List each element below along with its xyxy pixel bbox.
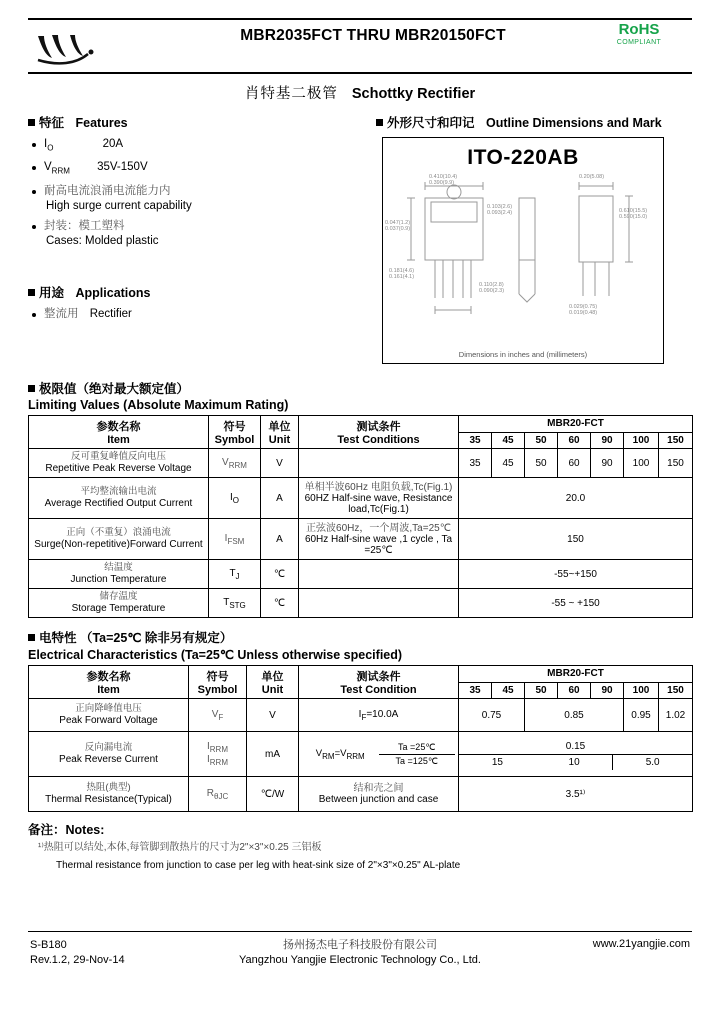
- notes-body: [28, 840, 692, 873]
- applications-heading: [28, 283, 376, 301]
- ec-grade-45: 45: [492, 682, 525, 699]
- applications-list: [28, 307, 376, 322]
- notes-heading-cn: 备注：: [28, 823, 66, 837]
- company-name-en: Yangzhou Yangjie Electronic Technology Co., Ltd.: [239, 954, 481, 966]
- dim-label: 0.590(15.0): [619, 214, 648, 220]
- ec-row-ir-val-15: 15: [491, 756, 503, 768]
- notes-heading-en: Notes:: [65, 823, 105, 837]
- row-io-symbol: $I_O$: [209, 478, 261, 519]
- table-header-row: [29, 666, 693, 683]
- ec-row-ir-unit: mA: [247, 732, 299, 777]
- row-ifsm-item: [29, 519, 209, 560]
- ec-row-rth-item: [29, 777, 189, 812]
- application-rectifier: [28, 307, 376, 322]
- row-io-cond-cn: 单相半波60Hz 电阻负载,Tc(Fig.1): [304, 481, 453, 493]
- ec-row-ir-cond-ta125: Ta =125℃: [395, 755, 438, 766]
- col-item-en: Item: [107, 434, 130, 446]
- electrical-heading: [28, 628, 692, 662]
- row-ifsm-cn: 正向（不重复）浪涌电流: [66, 527, 171, 538]
- ec-grade-100: 100: [624, 682, 659, 699]
- dimension-note: Dimensions in inches and (millimeters): [458, 350, 588, 359]
- bullet-square-icon: [28, 634, 35, 641]
- ec-row-vf-item: [29, 699, 189, 732]
- feature-surge-cn: 耐高电流浪涌电流能力内: [44, 184, 171, 197]
- electrical-characteristics-table: [28, 665, 693, 812]
- ec-row-vf-v4: 1.02: [659, 699, 693, 732]
- table-row: [29, 449, 693, 478]
- company-logo: [32, 30, 142, 66]
- col-item: [29, 416, 209, 449]
- row-ifsm-cond-cn: 正弦波60Hz，一个周波,Ta=25℃: [306, 522, 451, 534]
- limiting-heading-en: Limiting Values (Absolute Maximum Rating): [28, 398, 289, 412]
- ec-grade-150: 150: [659, 682, 693, 699]
- ec-col-symbol-cn: 符号: [206, 671, 229, 683]
- note-cn: ¹⁾热阻可以结处,本体,每管脚到散热片的尺寸为2"×3"×0.25 三铝板: [38, 842, 322, 853]
- ec-row-ir-item: [29, 732, 189, 777]
- ec-col-symbol: [189, 666, 247, 699]
- ec-grade-60: 60: [558, 682, 591, 699]
- col-group: MBR20-FCT: [459, 416, 693, 433]
- row-vrrm-v50: 50: [525, 449, 558, 478]
- datasheet-page: [28, 18, 692, 978]
- ec-col-group: MBR20-FCT: [459, 666, 693, 683]
- row-tstg-symbol: $T_{STG}$: [209, 589, 261, 618]
- row-vrrm-v100: 100: [624, 449, 659, 478]
- feature-io: [28, 137, 376, 155]
- col-unit-en: Unit: [268, 434, 291, 446]
- dim-label: 0.161(4.1): [389, 274, 415, 280]
- feature-surge: [28, 184, 376, 214]
- applications-heading-en: Applications: [75, 285, 151, 300]
- row-io-cn: 平均整流输出电流: [80, 486, 157, 497]
- ec-row-vf-v2: 0.85: [525, 699, 624, 732]
- row-tstg-cond: [299, 589, 459, 618]
- row-tstg-value: -55 ~ +150: [459, 589, 693, 618]
- outline-heading-cn: 外形尺寸和印记: [387, 116, 475, 130]
- footer-website[interactable]: www.21yangjie.com: [592, 938, 690, 950]
- ec-row-rth-cond: [299, 777, 459, 812]
- row-io-unit: A: [261, 478, 299, 519]
- bullet-square-icon: [28, 289, 35, 296]
- header-top-rule: [28, 18, 692, 20]
- row-io-item: [29, 478, 209, 519]
- ec-row-ir-cond-ta25: Ta =25℃: [379, 741, 456, 755]
- page-subtitle: [28, 82, 692, 103]
- application-rectifier-en: Rectifier: [89, 307, 132, 320]
- subtitle-english: Schottky Rectifier: [351, 86, 476, 102]
- limiting-heading-cn: [28, 379, 692, 397]
- dim-label: 0.047(1.2): [385, 220, 411, 226]
- row-tj-value: -55~+150: [459, 560, 693, 589]
- row-tj-unit: ℃: [261, 560, 299, 589]
- grade-150: 150: [659, 432, 693, 449]
- feature-case-en: Cases: Molded plastic: [46, 234, 159, 247]
- row-vrrm-cn: 反可重复峰值反向电压: [70, 451, 166, 462]
- ec-row-vf-unit: V: [247, 699, 299, 732]
- feature-vrrm: [28, 160, 376, 178]
- col-conditions-cn: 测试条件: [356, 421, 401, 433]
- intro-columns: [28, 113, 692, 375]
- ec-row-ir-cn: 反向漏电流: [84, 742, 133, 753]
- package-drawing-box: [382, 137, 664, 364]
- row-vrrm-en: Repetitive Peak Reverse Voltage: [45, 463, 192, 474]
- ec-row-ir-val-5: 5.0: [645, 756, 660, 768]
- row-ifsm-cond: [299, 519, 459, 560]
- dim-label: 0.390(9.9): [429, 180, 455, 186]
- ec-row-rth-en: Thermal Resistance(Typical): [45, 794, 172, 805]
- feature-case-cn: 封装：模工塑料: [44, 219, 125, 232]
- features-heading: [28, 113, 376, 131]
- grade-45: 45: [492, 432, 525, 449]
- row-tj-symbol: $T_J$: [209, 560, 261, 589]
- rohs-label: RoHS: [618, 21, 660, 38]
- ec-row-rth-value: 3.5¹⁾: [459, 777, 693, 812]
- ec-row-vf-cond: $I_F=10.0A$: [299, 699, 459, 732]
- features-list: [28, 137, 376, 249]
- row-vrrm-v90: 90: [591, 449, 624, 478]
- bullet-square-icon: [28, 119, 35, 126]
- doc-number: S-B180: [30, 939, 67, 951]
- ec-row-ir-en: Peak Reverse Current: [59, 754, 158, 765]
- grade-35: 35: [459, 432, 492, 449]
- dim-label: 0.110(2.8): [479, 282, 504, 288]
- outline-column: [376, 113, 692, 364]
- header-bottom-rule: [28, 72, 692, 74]
- row-ifsm-unit: A: [261, 519, 299, 560]
- page-footer: [28, 931, 692, 978]
- features-heading-en: Features: [75, 116, 128, 130]
- dim-label: 0.20(5.08): [579, 174, 605, 180]
- dim-label: 0.181(4.6): [389, 268, 415, 274]
- row-ifsm-value: 150: [459, 519, 693, 560]
- row-vrrm-cond: [299, 449, 459, 478]
- applications-heading-cn: 用途: [39, 285, 65, 300]
- feature-surge-en: High surge current capability: [46, 199, 192, 212]
- table-row: [29, 560, 693, 589]
- grade-90: 90: [591, 432, 624, 449]
- ec-col-item: [29, 666, 189, 699]
- bullet-square-icon: [376, 119, 383, 126]
- doc-revision: Rev.1.2, 29-Nov-14: [30, 954, 125, 966]
- ec-row-vf-en: Peak Forward Voltage: [59, 715, 158, 726]
- col-unit-cn: 单位: [268, 421, 291, 433]
- feature-io-symbol: $I_O$: [44, 138, 54, 153]
- electrical-heading-en: Electrical Characteristics (Ta=25℃ Unless otherwise specified): [28, 648, 403, 662]
- limiting-values-table: [28, 415, 693, 618]
- col-symbol-cn: 符号: [223, 421, 246, 433]
- ec-row-ir-val-top: 0.15: [459, 739, 692, 755]
- electrical-heading-cn-text: 电特性 （Ta=25℃ 除非另有规定）: [39, 631, 233, 645]
- row-tj-en: Junction Temperature: [70, 574, 167, 585]
- features-column: [28, 113, 376, 327]
- application-rectifier-cn: 整流用: [44, 307, 79, 320]
- dim-label: 0.103(2.6): [487, 204, 513, 210]
- ec-row-vf-symbol: $V_F$: [189, 699, 247, 732]
- limiting-values-heading: [28, 379, 692, 412]
- ec-row-rth-cond-en: Between junction and case: [318, 794, 439, 805]
- ec-grade-90: 90: [591, 682, 624, 699]
- ec-col-conditions: [299, 666, 459, 699]
- feature-vrrm-value: 35V-150V: [97, 161, 148, 174]
- col-item-cn: 参数名称: [96, 421, 141, 433]
- grade-100: 100: [624, 432, 659, 449]
- feature-io-value: 20A: [102, 138, 124, 150]
- row-ifsm-symbol: $I_{FSM}$: [209, 519, 261, 560]
- row-vrrm-v35: 35: [459, 449, 492, 478]
- features-heading-cn: 特征: [39, 116, 65, 130]
- package-name: ITO-220AB: [467, 146, 579, 169]
- row-vrrm-item: [29, 449, 209, 478]
- dim-label: 0.610(15.5): [619, 208, 648, 214]
- col-symbol: [209, 416, 261, 449]
- row-vrrm-v45: 45: [492, 449, 525, 478]
- row-tj-cond: [299, 560, 459, 589]
- row-ifsm-cond-en: 60Hz Half-sine wave ,1 cycle , Ta =25℃: [304, 533, 453, 556]
- ec-grade-50: 50: [525, 682, 558, 699]
- page-header: [28, 18, 692, 74]
- table-row: [29, 478, 693, 519]
- row-io-value: 20.0: [459, 478, 693, 519]
- row-io-cond: [299, 478, 459, 519]
- electrical-heading-cn: [28, 628, 692, 646]
- ec-col-unit-en: Unit: [261, 684, 284, 696]
- limiting-heading-cn-text: 极限值（绝对最大额定值）: [39, 382, 190, 396]
- row-vrrm-unit: V: [261, 449, 299, 478]
- row-tj-item: [29, 560, 209, 589]
- col-symbol-en: Symbol: [214, 434, 255, 446]
- table-row: [29, 589, 693, 618]
- outline-heading: [376, 113, 692, 131]
- ec-row-rth-cn: 热阻(典型): [86, 782, 131, 793]
- ec-row-ir-cond-v: $V_{RM}=V_{RRM}$: [315, 747, 365, 761]
- ec-row-vf-v3: 0.95: [624, 699, 659, 732]
- subtitle-chinese: 肖特基二极管: [244, 86, 338, 102]
- ec-col-unit-cn: 单位: [261, 671, 284, 683]
- row-tstg-en: Storage Temperature: [71, 603, 166, 614]
- page-title: MBR2035FCT THRU MBR20150FCT: [240, 27, 506, 44]
- row-io-en: Average Rectified Output Current: [44, 498, 193, 509]
- dim-label: 0.037(0.9): [385, 226, 411, 232]
- ec-row-vf-cn: 正向降峰值电压: [75, 703, 142, 714]
- row-tstg-item: [29, 589, 209, 618]
- dim-label: 0.029(0.75): [569, 304, 598, 310]
- dim-label: 0.093(2.4): [487, 210, 513, 216]
- outline-heading-en: Outline Dimensions and Mark: [486, 116, 662, 130]
- row-io-cond-en: 60HZ Half-sine wave, Resistance load,Tc(Fig.1): [304, 492, 453, 515]
- ec-row-ir-values: [459, 732, 693, 777]
- grade-50: 50: [525, 432, 558, 449]
- table-header-row: [29, 416, 693, 433]
- ec-row-rth-cond-cn: 结和壳之间: [353, 783, 404, 794]
- col-conditions-en: Test Conditions: [337, 434, 420, 446]
- feature-vrrm-symbol: $V_{RRM}$: [44, 161, 70, 176]
- dim-label: 0.410(10.4): [429, 174, 458, 180]
- row-ifsm-en: Surge(Non-repetitive)Forward Current: [34, 539, 203, 550]
- ec-row-vf-v1: 0.75: [459, 699, 525, 732]
- rohs-badge: [594, 22, 684, 48]
- col-conditions: [299, 416, 459, 449]
- table-row: [29, 777, 693, 812]
- ec-col-conditions-cn: 测试条件: [356, 671, 401, 683]
- row-vrrm-v60: 60: [558, 449, 591, 478]
- col-unit: [261, 416, 299, 449]
- ec-row-ir-symbol: $I_{RRM}$ $I_{RRM}$: [189, 732, 247, 777]
- ec-col-unit: [247, 666, 299, 699]
- dim-label: 0.090(2.3): [479, 288, 505, 294]
- ec-grade-35: 35: [459, 682, 492, 699]
- package-outline-drawing: [383, 168, 663, 338]
- rohs-compliant-label: COMPLIANT: [616, 39, 662, 46]
- notes-heading: [28, 820, 692, 838]
- row-tstg-unit: ℃: [261, 589, 299, 618]
- ec-row-rth-symbol: $R_{\theta JC}$: [189, 777, 247, 812]
- ec-row-ir-cond: [299, 732, 459, 777]
- row-vrrm-v150: 150: [659, 449, 693, 478]
- table-row: [29, 699, 693, 732]
- ec-col-item-cn: 参数名称: [86, 671, 131, 683]
- table-row: [29, 519, 693, 560]
- row-vrrm-symbol: $V_{RRM}$: [209, 449, 261, 478]
- bullet-square-icon: [28, 385, 35, 392]
- row-tj-cn: 结温度: [104, 562, 133, 573]
- company-name-cn: 扬州扬杰电子科技股份有限公司: [283, 939, 437, 951]
- table-row: [29, 732, 693, 777]
- note-en: Thermal resistance from junction to case per leg with heat-sink size of 2"×3"×0.25" AL-plate: [56, 860, 461, 871]
- ec-row-ir-val-10: 10: [536, 755, 613, 770]
- grade-60: 60: [558, 432, 591, 449]
- dim-label: 0.019(0.48): [569, 310, 598, 316]
- row-tstg-cn: 储存温度: [99, 591, 138, 602]
- ec-col-item-en: Item: [97, 684, 120, 696]
- ec-col-symbol-en: Symbol: [197, 684, 238, 696]
- ec-col-conditions-en: Test Condition: [340, 684, 417, 696]
- feature-case: [28, 219, 376, 249]
- ec-row-rth-unit: ℃/W: [247, 777, 299, 812]
